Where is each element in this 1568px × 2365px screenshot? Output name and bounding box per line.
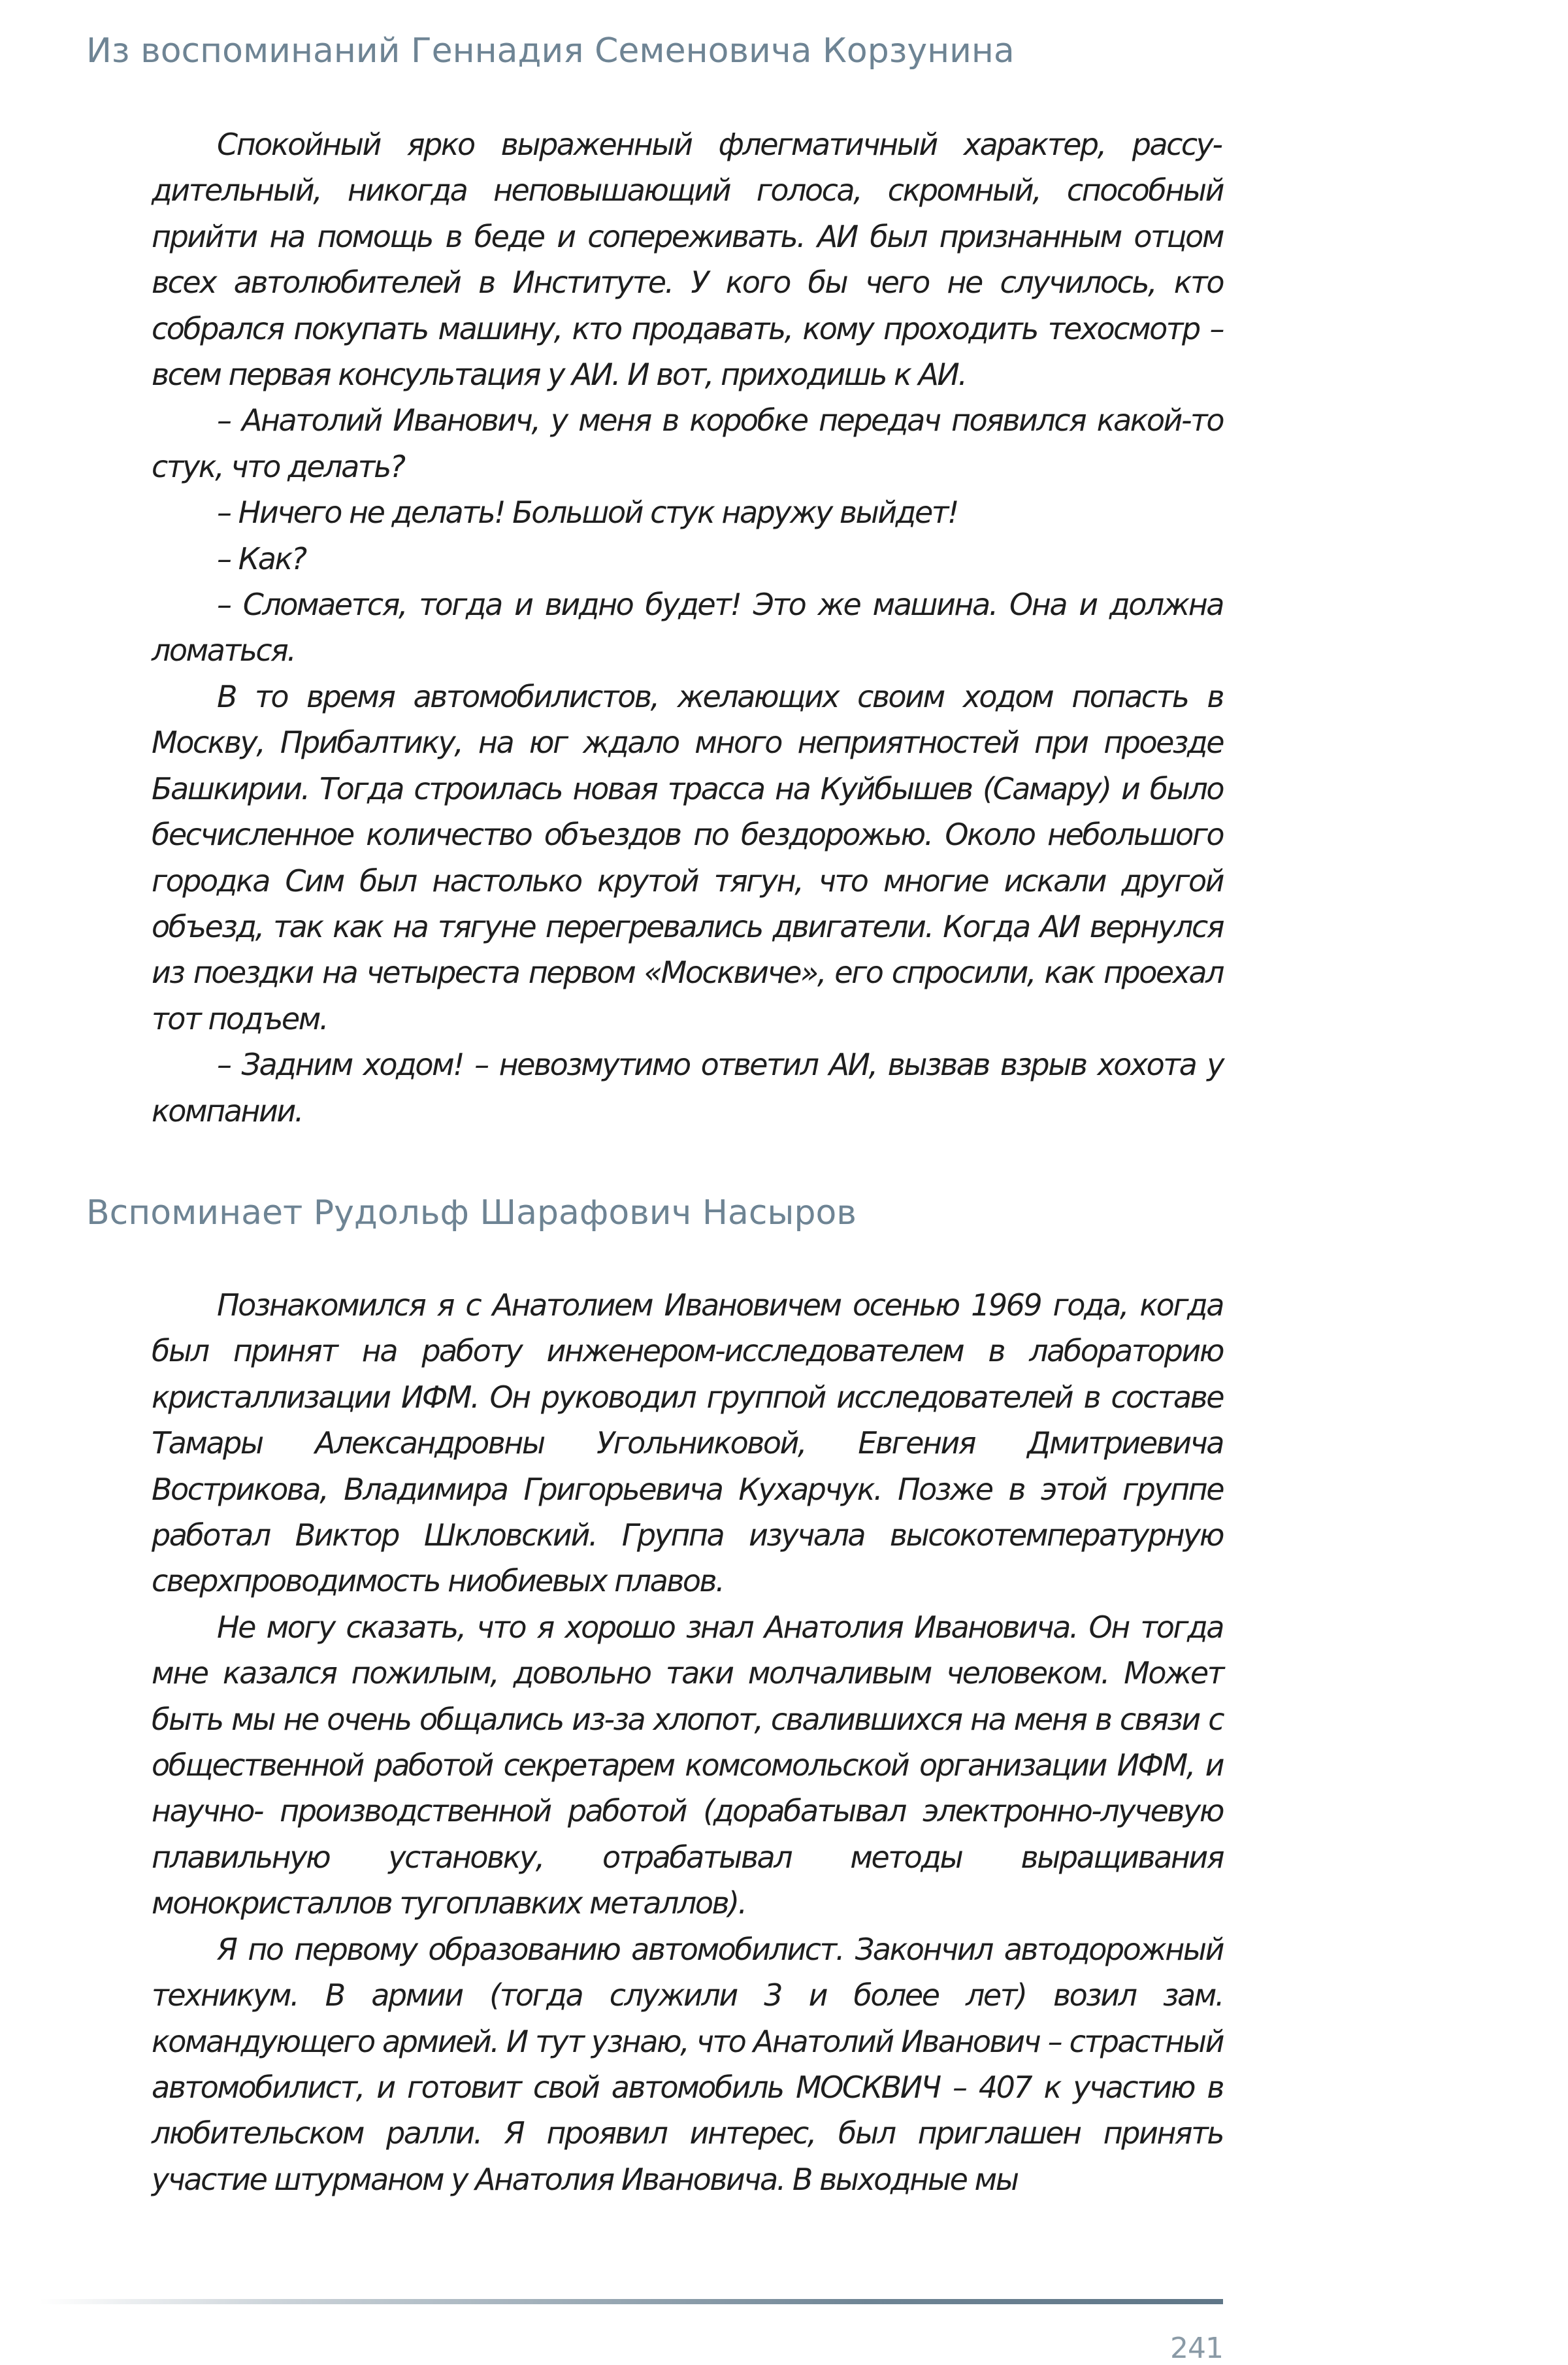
section-heading-nasyrov: Вспоминает Рудольф Шарафович Насыров: [86, 1193, 857, 1232]
paragraph: Спокойный ярко выраженный флегматичный характер, рассудительный, никогда неповышающий голоса, скромный, способный прийти на помощь в беде и сопереживать. АИ был признанным отцом всех автолюбителей в Институте. У кого бы чего не случилось, кто собрался покупать машину, кто продавать, кому проходить техосмотр – всем первая консультация у АИ. И вот, приходишь к АИ.: [152, 127, 1223, 393]
paragraph: – Задним ходом! – невозмутимо ответил АИ, вызвав взрыв хохота у компании.: [152, 1047, 1223, 1129]
memoir-text-korzunin: [152, 122, 1223, 1134]
paragraph: Не могу сказать, что я хорошо знал Анатолия Ивановича. Он тогда мне казался пожилым, довольно таки молчаливым человеком. Может быть мы не очень общались из-за хлопот, свалившихся на меня в связи с общественной работой секретарем комсомольской организации ИФМ, и научно- производственной работой (дорабатывал электронно-лучевую плавильную установку, отрабатывал методы выращивания монокристаллов тугоплавких металлов).: [152, 1609, 1223, 1921]
paragraph: – Ничего не делать! Большой стук наружу выйдет!: [217, 495, 958, 531]
paragraph: – Анатолий Иванович, у меня в коробке передач появился какой-то стук, что делать?: [152, 403, 1223, 484]
page-number: 241: [1170, 2332, 1223, 2365]
paragraph: Я по первому образованию автомобилист. Закончил автодорожный техникум. В армии (тогда служили 3 и более лет) возил зам. командующего армией. И тут узнаю, что Анатолий Иванович – страстный автомобилист, и готовит свой автомобиль МОСКВИЧ – 407 к участию в любительском ралли. Я проявил интерес, был приглашен принять участие штурманом у Анатолия Ивановича. В выходные мы: [152, 1931, 1223, 2197]
paragraph: – Сломается, тогда и видно будет! Это же машина. Она и должна ломаться.: [152, 587, 1223, 669]
paragraph: В то время автомобилистов, желающих своим ходом попасть в Москву, Прибалтику, на юг ждало много неприятностей при проезде Башкирии. Тогда строилась новая трасса на Куйбышев (Самару) и было бесчисленное количество объездов по бездорожью. Около небольшого городка Сим был настолько крутой тягун, что многие искали другой объезд, так как на тягуне перегревались двигатели. Когда АИ вернулся из поездки на четыреста первом «Москвиче», его спросили, как проехал тот подъем.: [152, 678, 1223, 1036]
paragraph: Познакомился я с Анатолием Ивановичем осенью 1969 года, когда был принят на работу инженером-исследователем в лабораторию кристаллизации ИФМ. Он руководил группой исследователей в составе Тамары Александровны Угольниковой, Евгения Дмитриевича Вострикова, Владимира Григорьевича Кухарчук. Позже в этой группе работал Виктор Шкловский. Группа изучала высокотемпературную сверхпроводимость ниобиевых плавов.: [152, 1287, 1223, 1599]
footer-rule: [39, 2299, 1223, 2304]
memoir-text-nasyrov: [152, 1282, 1223, 2202]
paragraph: – Как?: [217, 540, 306, 576]
section-heading-korzunin: Из воспоминаний Геннадия Семеновича Корзунина: [86, 31, 1015, 71]
